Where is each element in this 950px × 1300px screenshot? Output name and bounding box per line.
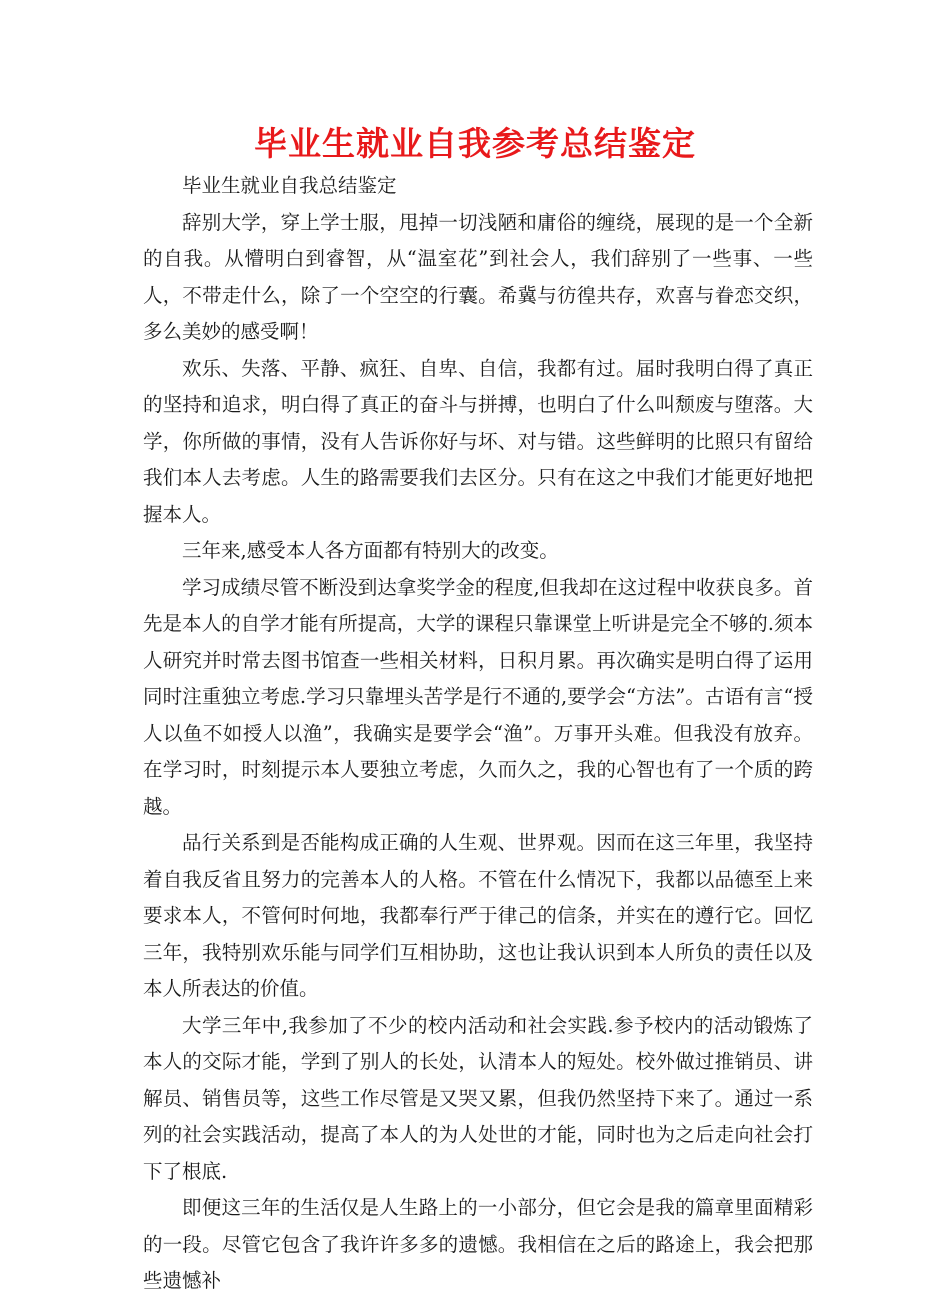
paragraph: 品行关系到是否能构成正确的人生观、世界观。因而在这三年里，我坚持着自我反省且努力的完善本人的人格。不管在什么情况下，我都以品德至上来要求本人，不管何时何地，我都奉行严于律己的信条，并实在的遵行它。回忆三年，我特别欢乐能与同学们互相协助，这也让我认识到本人所负的责任以及本人所表达的价值。 bbox=[143, 831, 813, 1000]
document-body bbox=[143, 168, 813, 1300]
paragraph: 欢乐、失落、平静、疯狂、自卑、自信，我都有过。届时我明白得了真正的坚持和追求，明白得了真正的奋斗与拼搏，也明白了什么叫颓废与堕落。大学，你所做的事情，没有人告诉你好与坏、对与错。这些鲜明的比照只有留给我们本人去考虑。人生的路需要我们去区分。只有在这之中我们才能更好地把握本人。 bbox=[143, 356, 813, 526]
paragraph: 三年来,感受本人各方面都有特别大的改变。 bbox=[182, 539, 559, 562]
document-title: 毕业生就业自我参考总结鉴定 bbox=[254, 124, 696, 163]
paragraph: 大学三年中,我参加了不少的校内活动和社会实践.参予校内的活动锻炼了本人的交际才能，学到了别人的长处，认清本人的短处。校外做过推销员、讲解员、销售员等，这些工作尽管是又哭又累，但我仍然坚持下来了。通过一系列的社会实践活动，提高了本人的为人处世的才能，同时也为之后走向社会打下了根底. bbox=[143, 1013, 813, 1183]
paragraph: 即便这三年的生活仅是人生路上的一小部分，但它会是我的篇章里面精彩的一段。尽管它包含了我许许多多的遗憾。我相信在之后的路途上，我会把那些遗憾补 bbox=[143, 1196, 813, 1292]
paragraph: 辞别大学，穿上学士服，甩掉一切浅陋和庸俗的缠绕，展现的是一个全新的自我。从懵明白到睿智，从“温室花”到社会人，我们辞别了一些事、一些人，不带走什么，除了一个空空的行囊。希冀与彷徨共存，欢喜与眷恋交织，多么美妙的感受啊！ bbox=[143, 210, 813, 343]
paragraph: 学习成绩尽管不断没到达拿奖学金的程度,但我却在这过程中收获良多。首先是本人的自学才能有所提高，大学的课程只靠课堂上听讲是完全不够的.须本人研究并时常去图书馆查一些相关材料，日积月累。再次确实是明白得了运用同时注重独立考虑.学习只靠埋头苦学是行不通的,要学会“方法”。古语有言“授人以鱼不如授人以渔”，我确实是要学会“渔”。万事开头难。但我没有放弃。在学习时，时刻提示本人要独立考虑，久而久之，我的心智也有了一个质的跨越。 bbox=[143, 575, 813, 818]
subtitle-paragraph: 毕业生就业自我总结鉴定 bbox=[182, 174, 397, 197]
